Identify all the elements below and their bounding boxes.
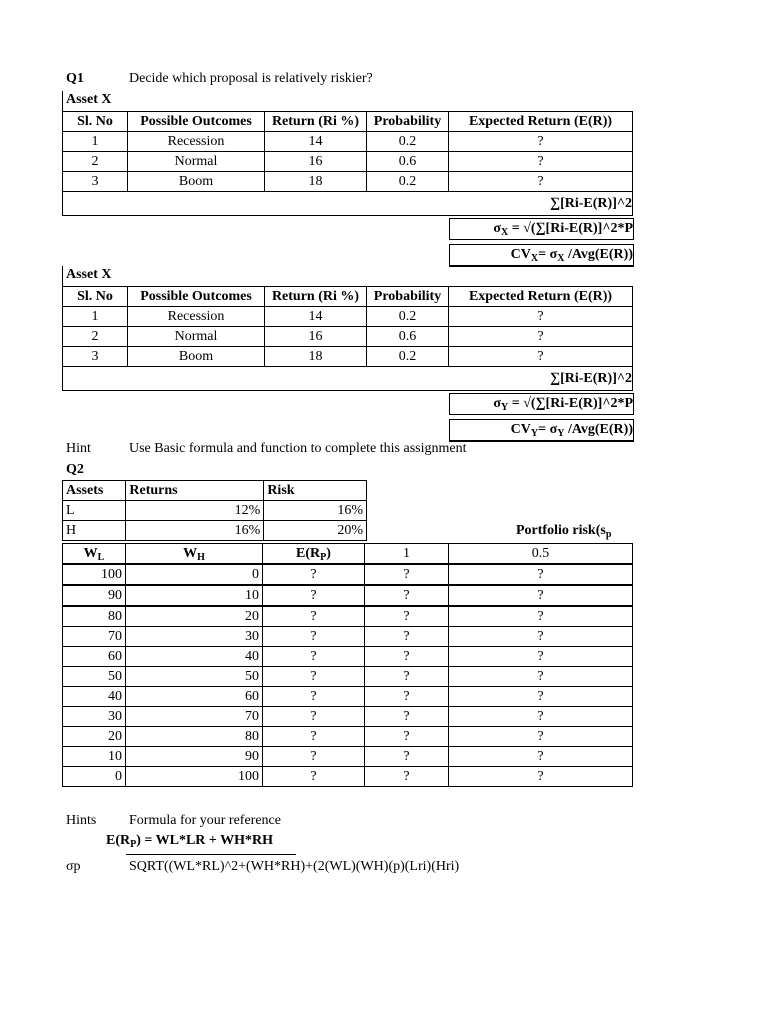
risk-corr05-cell[interactable]: ? <box>449 585 633 606</box>
sigma-symbol: σ <box>493 396 502 411</box>
wh-cell[interactable]: 60 <box>126 687 263 707</box>
erp-formula-sub: P <box>130 839 137 850</box>
risk-corr05-cell[interactable]: ? <box>449 647 633 667</box>
return-cell[interactable]: 18 <box>265 172 367 192</box>
wh-cell[interactable]: 40 <box>126 647 263 667</box>
col-possible-outcomes: Possible Outcomes <box>128 112 265 132</box>
table-row <box>63 307 633 327</box>
hint-text: Use Basic formula and function to complete this assignment <box>129 441 467 456</box>
col-possible-outcomes: Possible Outcomes <box>128 287 265 307</box>
wl-cell[interactable]: 80 <box>63 606 126 627</box>
table-row <box>63 747 633 767</box>
hints-label: Hints <box>66 813 97 828</box>
asset-risk-cell[interactable]: 16% <box>264 501 367 521</box>
wl-cell[interactable]: 100 <box>63 564 126 585</box>
asset-returns-cell[interactable]: 12% <box>126 501 264 521</box>
risk-corr1-cell[interactable]: ? <box>365 727 449 747</box>
erp-formula-text: E(R <box>106 833 131 848</box>
probability-cell[interactable]: 0.6 <box>367 327 449 347</box>
wl-cell[interactable]: 0 <box>63 767 126 787</box>
table-row <box>63 564 633 585</box>
table-row <box>63 501 367 521</box>
erp-cell[interactable]: ? <box>263 606 365 627</box>
probability-cell[interactable]: 0.2 <box>367 307 449 327</box>
sigma-formula: = √(∑[Ri-E(R)]^2*P <box>508 221 633 236</box>
asset-returns-cell[interactable]: 16% <box>126 521 264 541</box>
col-wl <box>63 544 126 565</box>
wl-cell[interactable]: 20 <box>63 727 126 747</box>
risk-corr05-cell[interactable]: ? <box>449 767 633 787</box>
risk-corr05-cell[interactable]: ? <box>449 727 633 747</box>
table-row <box>63 172 633 192</box>
outcome-cell[interactable]: Recession <box>128 307 265 327</box>
risk-corr05-cell[interactable]: ? <box>449 627 633 647</box>
wl-cell[interactable]: 30 <box>63 707 126 727</box>
return-cell[interactable]: 14 <box>265 307 367 327</box>
cv-sigma-sub: Y <box>557 428 565 439</box>
risk-corr1-cell[interactable]: ? <box>365 647 449 667</box>
table1-header-row <box>63 112 633 132</box>
sigma-p-label: σp <box>66 859 81 874</box>
wh-cell[interactable]: 70 <box>126 707 263 727</box>
outcome-cell[interactable]: Boom <box>128 172 265 192</box>
probability-cell[interactable]: 0.6 <box>367 152 449 172</box>
risk-corr1-cell[interactable]: ? <box>365 667 449 687</box>
table-row <box>63 606 633 627</box>
hint-label: Hint <box>66 441 91 456</box>
table2-title-border <box>62 266 63 287</box>
risk-corr05-cell[interactable]: ? <box>449 606 633 627</box>
col-expected-return: Expected Return (E(R)) <box>449 112 633 132</box>
table-row <box>63 521 367 541</box>
erp-formula-rest: ) = WL*LR + WH*RH <box>136 833 274 848</box>
wh-cell[interactable]: 20 <box>126 606 263 627</box>
col-sl-no: Sl. No <box>63 287 128 307</box>
erp-cell[interactable]: ? <box>263 747 365 767</box>
sum-row <box>63 367 633 391</box>
wl-sub: L <box>97 552 105 563</box>
expected-return-cell[interactable]: ? <box>449 307 633 327</box>
sum-label[interactable]: ∑[Ri-E(R)]^2 <box>63 192 633 216</box>
q2-label: Q2 <box>66 462 84 477</box>
risk-corr05-cell[interactable]: ? <box>449 667 633 687</box>
sl-cell[interactable]: 1 <box>63 132 128 152</box>
wl-cell[interactable]: 90 <box>63 585 126 606</box>
probability-cell[interactable]: 0.2 <box>367 347 449 367</box>
outcome-cell[interactable]: Normal <box>128 327 265 347</box>
wh-text: W <box>183 546 198 561</box>
risk-corr1-cell[interactable]: ? <box>365 606 449 627</box>
col-wh <box>126 544 263 565</box>
assets-header-row <box>63 481 367 501</box>
outcome-cell[interactable]: Normal <box>128 152 265 172</box>
cv-sigma-sub: X <box>557 253 565 264</box>
sigma-sub: X <box>501 227 509 238</box>
risk-corr1-cell[interactable]: ? <box>365 627 449 647</box>
q1-label: Q1 <box>66 71 84 86</box>
sigma-p-formula: SQRT((WL*RL)^2+(WH*RH)+(2(WL)(WH)(p)(Lri)(Hri) <box>129 859 460 874</box>
wh-cell[interactable]: 50 <box>126 667 263 687</box>
table2-sigma-cell[interactable] <box>449 393 634 415</box>
table2-title: Asset X <box>66 267 112 282</box>
risk-corr1-cell[interactable]: ? <box>365 687 449 707</box>
erp-cell[interactable]: ? <box>263 767 365 787</box>
outcome-cell[interactable]: Recession <box>128 132 265 152</box>
erp-close: ) <box>326 546 331 561</box>
portfolio-risk-sub: p <box>605 529 612 540</box>
hints-text: Formula for your reference <box>129 813 281 828</box>
erp-cell[interactable]: ? <box>263 687 365 707</box>
q1-question: Decide which proposal is relatively riskier? <box>129 71 373 86</box>
portfolio-risk-text: Portfolio risk(s <box>516 523 606 538</box>
sl-cell[interactable]: 3 <box>63 172 128 192</box>
col-probability: Probability <box>367 112 449 132</box>
erp-cell[interactable]: ? <box>263 564 365 585</box>
q2-portfolio-table <box>62 543 633 787</box>
erp-cell[interactable]: ? <box>263 647 365 667</box>
table1-asset-x <box>62 111 633 216</box>
col-assets: Assets <box>63 481 126 501</box>
cv-label: CV <box>510 422 531 437</box>
expected-return-cell[interactable]: ? <box>449 152 633 172</box>
table-row <box>63 327 633 347</box>
table-row <box>63 767 633 787</box>
cv-sub: Y <box>530 428 539 439</box>
col-return: Return (Ri %) <box>265 287 367 307</box>
col-corr-1: 1 <box>365 544 449 565</box>
wh-sub: H <box>197 552 205 563</box>
risk-corr05-cell[interactable]: ? <box>449 564 633 585</box>
risk-corr05-cell[interactable]: ? <box>449 747 633 767</box>
table2-header-row <box>63 287 633 307</box>
table-row <box>63 347 633 367</box>
table1-sigma-cell[interactable] <box>449 218 634 240</box>
risk-corr1-cell[interactable]: ? <box>365 707 449 727</box>
table-row <box>63 152 633 172</box>
cv-formula: /Avg(E(R)) <box>564 422 633 437</box>
expected-return-cell[interactable]: ? <box>449 347 633 367</box>
outcome-cell[interactable]: Boom <box>128 347 265 367</box>
wl-text: W <box>83 546 98 561</box>
risk-corr1-cell[interactable]: ? <box>365 564 449 585</box>
expected-return-cell[interactable]: ? <box>449 132 633 152</box>
risk-corr1-cell[interactable]: ? <box>365 747 449 767</box>
table-row <box>63 727 633 747</box>
erp-sub: P <box>320 552 327 563</box>
cv-sigma: = σ <box>538 422 558 437</box>
erp-formula <box>106 833 273 849</box>
expected-return-cell[interactable]: ? <box>449 327 633 347</box>
portfolio-header-row <box>63 544 633 565</box>
col-corr-05: 0.5 <box>449 544 633 565</box>
cv-formula: /Avg(E(R)) <box>564 247 633 262</box>
return-cell[interactable]: 16 <box>265 327 367 347</box>
asset-risk-cell[interactable]: 20% <box>264 521 367 541</box>
erp-cell[interactable]: ? <box>263 727 365 747</box>
col-return: Return (Ri %) <box>265 112 367 132</box>
table2-cv-cell[interactable] <box>449 419 634 442</box>
sl-cell[interactable]: 3 <box>63 347 128 367</box>
asset-name-cell[interactable]: L <box>63 501 126 521</box>
wh-cell[interactable]: 0 <box>126 564 263 585</box>
wl-cell[interactable]: 70 <box>63 627 126 647</box>
risk-corr05-cell[interactable]: ? <box>449 707 633 727</box>
wh-cell[interactable]: 10 <box>126 585 263 606</box>
formula-underline <box>126 854 296 855</box>
expected-return-cell[interactable]: ? <box>449 172 633 192</box>
col-sl-no: Sl. No <box>63 112 128 132</box>
table-row <box>63 707 633 727</box>
col-erp <box>263 544 365 565</box>
wh-cell[interactable]: 90 <box>126 747 263 767</box>
sl-cell[interactable]: 1 <box>63 307 128 327</box>
table1-title-border <box>62 91 63 112</box>
table-row <box>63 687 633 707</box>
sigma-symbol: σ <box>493 221 502 236</box>
table-row <box>63 647 633 667</box>
erp-cell[interactable]: ? <box>263 667 365 687</box>
return-cell[interactable]: 14 <box>265 132 367 152</box>
col-returns: Returns <box>126 481 264 501</box>
risk-corr05-cell[interactable]: ? <box>449 687 633 707</box>
sum-row <box>63 192 633 216</box>
risk-corr1-cell[interactable]: ? <box>365 585 449 606</box>
probability-cell[interactable]: 0.2 <box>367 132 449 152</box>
table-row <box>63 132 633 152</box>
col-risk: Risk <box>264 481 367 501</box>
erp-cell[interactable]: ? <box>263 585 365 606</box>
wh-cell[interactable]: 30 <box>126 627 263 647</box>
erp-text: E(R <box>296 546 321 561</box>
table1-title: Asset X <box>66 92 112 107</box>
table2-asset-x <box>62 286 633 391</box>
table1-cv-cell[interactable] <box>449 244 634 267</box>
table-row <box>63 627 633 647</box>
table-row <box>63 585 633 606</box>
wh-cell[interactable]: 100 <box>126 767 263 787</box>
return-cell[interactable]: 16 <box>265 152 367 172</box>
asset-name-cell[interactable]: H <box>63 521 126 541</box>
col-probability: Probability <box>367 287 449 307</box>
sl-cell[interactable]: 2 <box>63 152 128 172</box>
wl-cell[interactable]: 60 <box>63 647 126 667</box>
wl-cell[interactable]: 10 <box>63 747 126 767</box>
portfolio-risk-label <box>516 523 611 539</box>
cv-label: CV <box>510 247 531 262</box>
cv-sigma: = σ <box>538 247 558 262</box>
wl-cell[interactable]: 40 <box>63 687 126 707</box>
erp-cell[interactable]: ? <box>263 707 365 727</box>
risk-corr1-cell[interactable]: ? <box>365 767 449 787</box>
col-expected-return: Expected Return (E(R)) <box>449 287 633 307</box>
table-row <box>63 667 633 687</box>
sigma-sub: Y <box>501 402 509 413</box>
wl-cell[interactable]: 50 <box>63 667 126 687</box>
q2-assets-table <box>62 480 367 541</box>
sum-label[interactable]: ∑[Ri-E(R)]^2 <box>63 367 633 391</box>
sl-cell[interactable]: 2 <box>63 327 128 347</box>
erp-cell[interactable]: ? <box>263 627 365 647</box>
return-cell[interactable]: 18 <box>265 347 367 367</box>
cv-sub: X <box>530 253 539 264</box>
wh-cell[interactable]: 80 <box>126 727 263 747</box>
probability-cell[interactable]: 0.2 <box>367 172 449 192</box>
sigma-formula: = √(∑[Ri-E(R)]^2*P <box>508 396 633 411</box>
